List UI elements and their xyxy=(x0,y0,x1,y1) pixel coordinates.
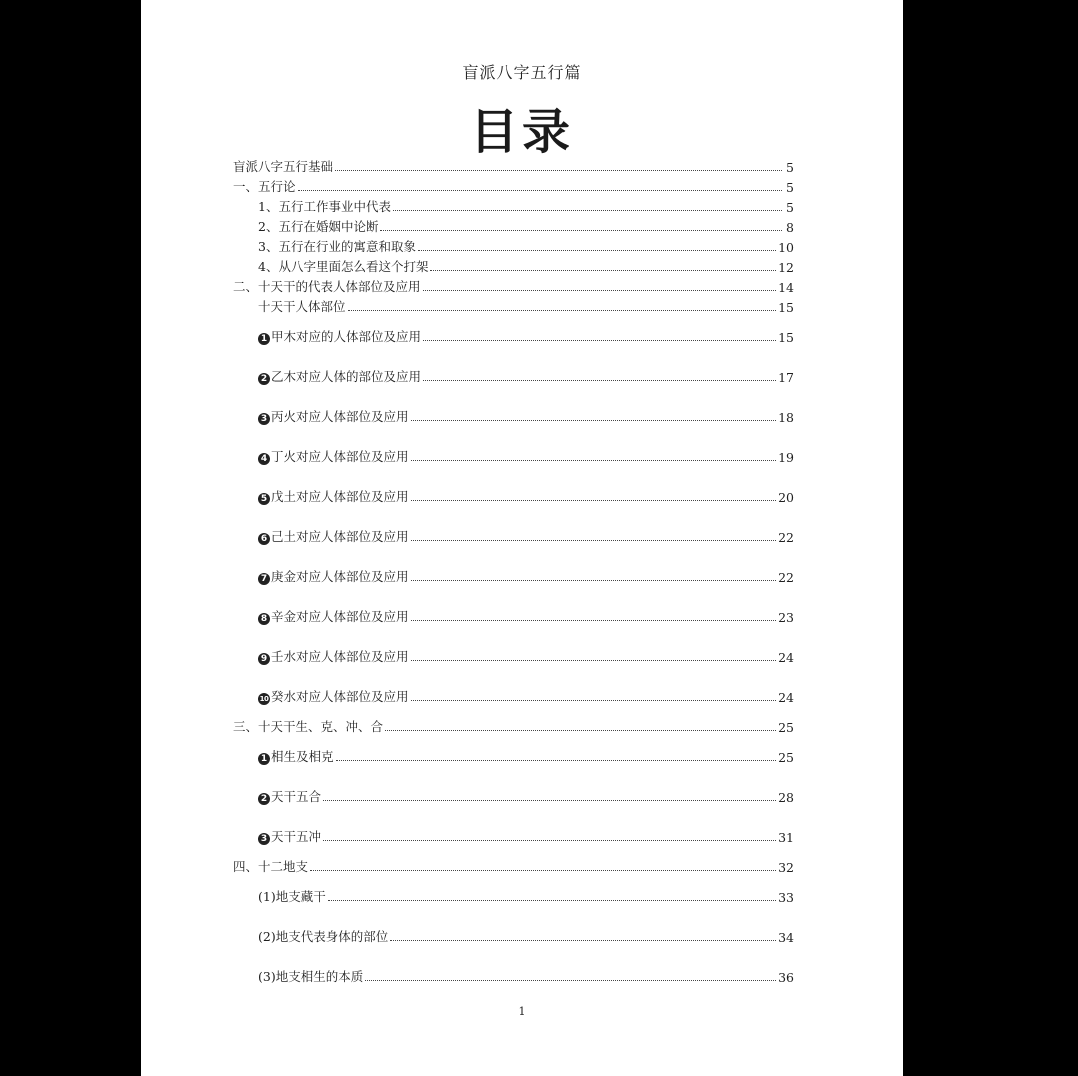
numbered-bullet-icon: 9 xyxy=(258,653,270,665)
dot-leader xyxy=(323,800,776,801)
toc-title: 目录 xyxy=(469,104,574,160)
dot-leader xyxy=(418,250,776,251)
toc-entry-text: 二、十天干的代表人体部位及应用 xyxy=(233,279,421,294)
toc-entry-label xyxy=(258,787,321,805)
toc-entry-page: 31 xyxy=(778,830,794,845)
toc-entry[interactable] xyxy=(258,647,794,665)
toc-entry[interactable] xyxy=(258,257,794,275)
toc-entry-label xyxy=(258,967,363,985)
toc-entry-page: 24 xyxy=(778,650,794,665)
dot-leader xyxy=(423,340,776,341)
toc-entry[interactable] xyxy=(233,857,794,875)
toc-entry[interactable] xyxy=(258,967,794,985)
dot-leader xyxy=(411,460,777,461)
toc-entry[interactable] xyxy=(233,177,794,195)
toc-entry-text: 甲木对应的人体部位及应用 xyxy=(271,329,422,344)
toc-entry-page: 25 xyxy=(778,720,794,735)
toc-entry-label xyxy=(233,277,421,295)
toc-entry[interactable] xyxy=(258,367,794,385)
dot-leader xyxy=(336,760,777,761)
toc-entry-text: 2、五行在婚姻中论断 xyxy=(258,219,379,234)
toc-entry-label xyxy=(233,857,308,875)
numbered-bullet-icon: 7 xyxy=(258,573,270,585)
toc-entry-text: 乙木对应人体的部位及应用 xyxy=(271,369,422,384)
toc-entry[interactable] xyxy=(258,607,794,625)
toc-entry-label xyxy=(258,237,416,255)
toc-entry-page: 34 xyxy=(778,930,794,945)
toc-entry-page: 5 xyxy=(786,200,794,215)
dot-leader xyxy=(348,310,777,311)
toc-entry-page: 32 xyxy=(778,860,794,875)
toc-entry-page: 15 xyxy=(778,330,794,345)
toc-entry-text: (2)地支代表身体的部位 xyxy=(258,929,389,944)
dot-leader xyxy=(411,660,777,661)
dot-leader xyxy=(411,540,777,541)
toc-entry-label xyxy=(258,197,391,215)
toc-entry-label xyxy=(258,887,326,905)
toc-entry[interactable] xyxy=(258,927,794,945)
toc-entry-label xyxy=(258,367,421,385)
toc-entry-label xyxy=(258,527,409,545)
toc-entry[interactable] xyxy=(258,787,794,805)
toc-entry-text: 3、五行在行业的寓意和取象 xyxy=(258,239,416,254)
toc-entry-text: 盲派八字五行基础 xyxy=(233,159,334,174)
toc-entry-page: 28 xyxy=(778,790,794,805)
toc-entry-page: 25 xyxy=(778,750,794,765)
toc-entry-label xyxy=(258,297,346,315)
numbered-bullet-icon: 4 xyxy=(258,453,270,465)
toc-entry-page: 8 xyxy=(786,220,794,235)
toc-entry[interactable] xyxy=(258,197,794,215)
toc-entry-label xyxy=(258,327,421,345)
dot-leader xyxy=(393,210,782,211)
numbered-bullet-icon: 6 xyxy=(258,533,270,545)
toc-entry-text: 四、十二地支 xyxy=(233,859,309,874)
toc-entry[interactable] xyxy=(258,527,794,545)
toc-entry[interactable] xyxy=(258,297,794,315)
toc-entry[interactable] xyxy=(258,237,794,255)
toc-entry-label xyxy=(258,827,321,845)
toc-entry[interactable] xyxy=(258,447,794,465)
toc-entry[interactable] xyxy=(258,327,794,345)
toc-entry-text: 天干五冲 xyxy=(271,829,322,844)
dot-leader xyxy=(390,940,776,941)
toc-entry-label xyxy=(258,647,409,665)
toc-entry-page: 5 xyxy=(786,180,794,195)
toc-entry-page: 22 xyxy=(778,530,794,545)
toc-entry-text: 丁火对应人体部位及应用 xyxy=(271,449,409,464)
toc-entry-page: 33 xyxy=(778,890,794,905)
toc-entry-page: 12 xyxy=(778,260,794,275)
toc-entry-page: 36 xyxy=(778,970,794,985)
toc-entry[interactable] xyxy=(258,827,794,845)
numbered-bullet-icon: 3 xyxy=(258,833,270,845)
toc-entry-label xyxy=(233,717,383,735)
dot-leader xyxy=(310,870,776,871)
numbered-bullet-icon: 8 xyxy=(258,613,270,625)
toc-entry-text: 三、十天干生、克、冲、合 xyxy=(233,719,384,734)
dot-leader xyxy=(380,230,782,231)
toc-entry-page: 5 xyxy=(786,160,794,175)
toc-entry-label xyxy=(258,687,409,705)
toc-entry-label xyxy=(258,607,409,625)
dot-leader xyxy=(411,620,777,621)
toc-entry-page: 10 xyxy=(778,240,794,255)
page-number: 1 xyxy=(518,1005,526,1018)
toc-entry-text: 辛金对应人体部位及应用 xyxy=(271,609,409,624)
toc-entry-text: 1、五行工作事业中代表 xyxy=(258,199,391,214)
toc-entry-page: 18 xyxy=(778,410,794,425)
toc-entry-text: 一、五行论 xyxy=(233,179,296,194)
toc-entry-page: 20 xyxy=(778,490,794,505)
toc-entry-text: 十天干人体部位 xyxy=(258,299,346,314)
toc-entry-label xyxy=(258,257,428,275)
toc-entry-text: 壬水对应人体部位及应用 xyxy=(271,649,409,664)
toc-entry[interactable] xyxy=(258,567,794,585)
toc-entry-label xyxy=(258,217,378,235)
document-subtitle: 盲派八字五行篇 xyxy=(462,63,582,82)
numbered-bullet-icon: 5 xyxy=(258,493,270,505)
dot-leader xyxy=(298,190,782,191)
toc-entry[interactable] xyxy=(258,887,794,905)
dot-leader xyxy=(328,900,776,901)
toc-entry-text: 丙火对应人体部位及应用 xyxy=(271,409,409,424)
toc-entry-page: 24 xyxy=(778,690,794,705)
toc-entry-page: 17 xyxy=(778,370,794,385)
dot-leader xyxy=(365,980,776,981)
toc-entry[interactable] xyxy=(233,277,794,295)
toc-entry[interactable] xyxy=(258,747,794,765)
dot-leader xyxy=(423,380,776,381)
numbered-bullet-icon: 3 xyxy=(258,413,270,425)
numbered-bullet-icon: 10 xyxy=(259,695,269,703)
toc-entry-text: 4、从八字里面怎么看这个打架 xyxy=(258,259,429,274)
toc-entry-text: 天干五合 xyxy=(271,789,322,804)
dot-leader xyxy=(423,290,777,291)
toc-entry-text: 癸水对应人体部位及应用 xyxy=(271,689,409,704)
toc-entry-label xyxy=(258,747,334,765)
numbered-bullet-icon: 1 xyxy=(258,753,270,765)
dot-leader xyxy=(385,730,776,731)
numbered-bullet-icon: 2 xyxy=(258,793,270,805)
dot-leader xyxy=(411,700,777,701)
toc-entry-page: 23 xyxy=(778,610,794,625)
toc-entry-page: 22 xyxy=(778,570,794,585)
toc-entry-text: (3)地支相生的本质 xyxy=(258,969,364,984)
toc-entry-text: 庚金对应人体部位及应用 xyxy=(271,569,409,584)
dot-leader xyxy=(430,270,776,271)
toc-entry-text: 己土对应人体部位及应用 xyxy=(271,529,409,544)
toc-entry[interactable] xyxy=(258,487,794,505)
toc-entry[interactable] xyxy=(258,217,794,235)
toc-entry[interactable] xyxy=(258,407,794,425)
toc-entry-label xyxy=(233,157,333,175)
toc-entry-label xyxy=(258,487,409,505)
toc-entry-page: 19 xyxy=(778,450,794,465)
toc-entry[interactable] xyxy=(258,687,794,705)
toc-entry-page: 14 xyxy=(778,280,794,295)
toc-entry-text: (1)地支藏干 xyxy=(258,889,326,904)
dot-leader xyxy=(411,500,777,501)
toc-entry-label xyxy=(258,567,409,585)
numbered-bullet-icon: 2 xyxy=(258,373,270,385)
toc-entry-text: 相生及相克 xyxy=(271,749,334,764)
toc-entry-label xyxy=(258,407,409,425)
toc-entry-page: 15 xyxy=(778,300,794,315)
toc-entry-label xyxy=(233,177,296,195)
dot-leader xyxy=(411,420,777,421)
dot-leader xyxy=(411,580,777,581)
toc-entry-label xyxy=(258,927,388,945)
toc-entry[interactable] xyxy=(233,157,794,175)
dot-leader xyxy=(323,840,776,841)
dot-leader xyxy=(335,170,782,171)
toc-entry-label xyxy=(258,447,409,465)
numbered-bullet-icon: 1 xyxy=(258,333,270,345)
toc-entry[interactable] xyxy=(233,717,794,735)
toc-entry-text: 戊土对应人体部位及应用 xyxy=(271,489,409,504)
